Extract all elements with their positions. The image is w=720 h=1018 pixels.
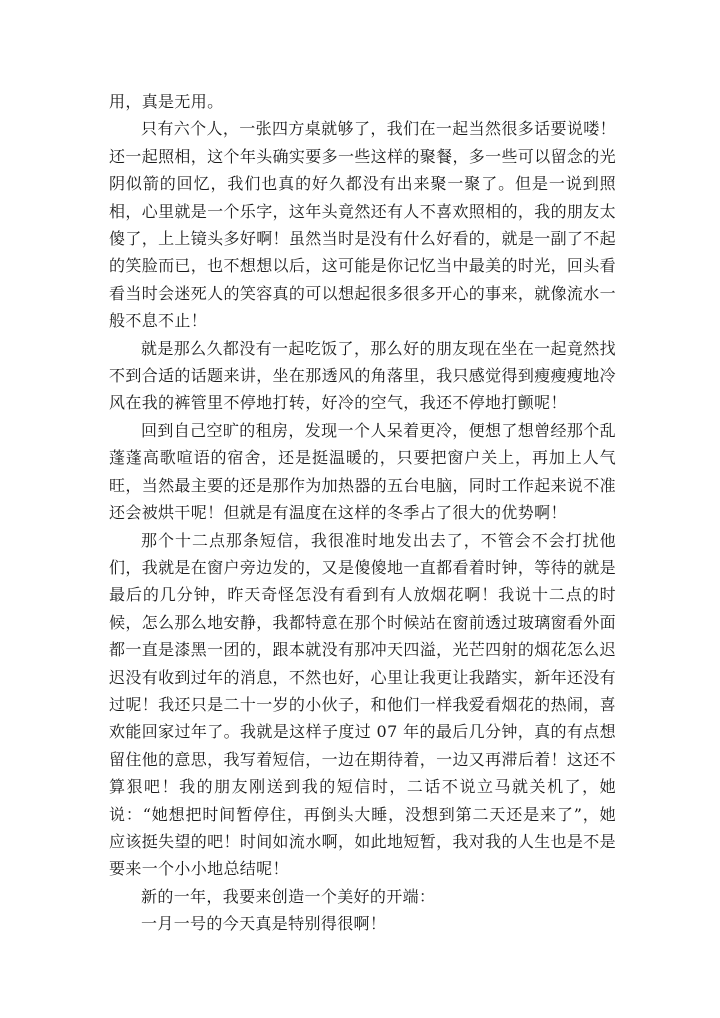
paragraph-rented-room: 回到自己空旷的租房，发现一个人呆着更冷，便想了想曾经那个乱蓬蓬高歌喧语的宿舍，还是挺温暖的，只要把窗户关上，再加上人气旺，当然最主要的还是那作为加热器的五台电脑，同时工作起来说不准还会被烘干呢！但就是有温度在这样的冬季占了很大的优势啊！	[109, 420, 616, 523]
paragraph-midnight-message: 那个十二点那条短信，我很准时地发出去了，不管会不会打扰他们，我就是在窗户旁边发的，又是傻傻地一直都看着时钟，等待的就是最后的几分钟，昨天奇怪怎没有看到有人放烟花啊！我说十二点的时候，怎么那么地安静，我都特意在那个时候站在窗前透过玻璃窗看外面都一直是漆黑一团的，跟本就没有那冲天四溢，光芒四射的烟花怎么迟迟没有收到过年的消息，不然也好，心里让我更让我踏实，新年还没有过呢！我还只是二十一岁的小伙子，和他们一样我爱看烟花的热闹，喜欢能回家过年了。我就是这样子度过 07 年的最后几分钟，真的有点想留住他的意思，我写着短信，一边在期待着，一边又再滞后着！这还不算狠吧！我的朋友刚送到我的短信时，二话不说立马就关机了，她说：“她想把时间暂停住，再倒头大睡，没想到第二天还是来了”，她应该挺失望的吧！时间如流水啊，如此地短暂，我对我的人生也是不是要来一个小小地总结呢！	[109, 530, 616, 879]
paragraph-cold-corner: 就是那么久都没有一起吃饭了，那么好的朋友现在坐在一起竟然找不到合适的话题来讲，坐在那透风的角落里，我只感觉得到瘦瘦瘦地冷风在我的裤管里不停地打转，好冷的空气，我还不停地打颤呢！	[109, 338, 616, 413]
paragraph-photo-gathering: 只有六个人，一张四方桌就够了，我们在一起当然很多话要说喽！还一起照相，这个年头确实要多一些这样的聚餐，多一些可以留念的光阴似箭的回忆，我们也真的好久都没有出来聚一聚了。但是一说到照相，心里就是一个乐字，这年头竟然还有人不喜欢照相的，我的朋友太傻了，上上镜头多好啊！虽然当时是没有什么好看的，就是一副了不起的笑脸而已，也不想想以后，这可能是你记忆当中最美的时光，回头看看当时会迷死人的笑容真的可以想起很多很多开心的事来，就像流水一般不息不止！	[109, 119, 616, 331]
paragraph-new-year: 新的一年，我要来创造一个美好的开端：	[141, 886, 436, 906]
document-body	[109, 88, 616, 938]
paragraph-january-first: 一月一号的今天真是特别得很啊！	[141, 914, 387, 934]
paragraph-continuation: 用，真是无用。	[109, 92, 224, 111]
